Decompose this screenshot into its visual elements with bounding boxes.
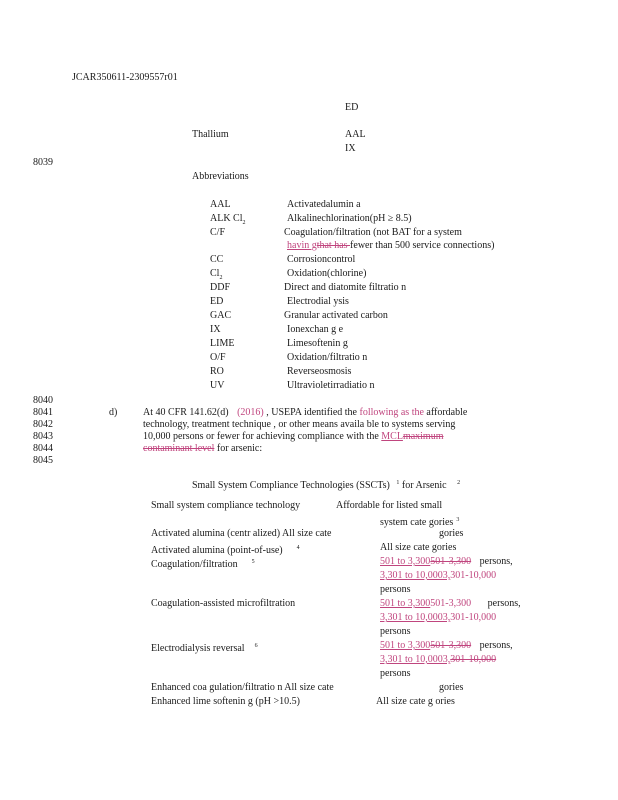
abbr-term: IX	[210, 324, 221, 335]
technology-aal: AAL	[345, 129, 366, 140]
category-cell-cont: persons	[380, 668, 411, 679]
table-header-affordable: Affordable for listed small	[336, 500, 443, 511]
abbr-definition: Oxidation(chlorine)	[287, 268, 367, 279]
category-cell: All size cate gories	[380, 542, 457, 553]
abbr-definition: Alkalinechlorination(pH ≥ 8.5)	[287, 213, 412, 224]
continuation-text: fewer than 500 service connections)	[350, 240, 495, 251]
abbr-term: DDF	[210, 282, 231, 293]
category-cell-cont	[380, 654, 496, 666]
footnote-ref: 2	[457, 480, 461, 486]
deleted-text: 501-3,300	[430, 556, 472, 567]
document-id: JCAR350611-2309557r01	[72, 72, 178, 83]
inserted-text: following as the	[359, 407, 424, 418]
technology-cell: Enhanced lime softenin g (pH >10.5)	[151, 696, 300, 707]
abbr-term: CC	[210, 254, 224, 265]
text: persons,	[487, 598, 521, 609]
line-number: 8039	[33, 157, 53, 168]
text: for Arsenic	[399, 480, 447, 491]
abbr-subscript: 2	[219, 275, 223, 281]
abbr-term: UV	[210, 380, 225, 391]
paragraph-marker: d)	[109, 407, 118, 418]
abbr-definition: Limesoftenin g	[287, 338, 348, 349]
inserted-text: (2016)	[237, 407, 264, 418]
technology-ix: IX	[345, 143, 356, 154]
category-cell: gories	[439, 528, 464, 539]
line-number: 8043	[33, 431, 53, 442]
text: Electrodialysis reversal	[151, 643, 245, 654]
category-cell	[380, 640, 513, 652]
category-cell: All size cate g ories	[376, 696, 455, 707]
table-header-affordable-cont	[380, 514, 459, 529]
technology-cell: Activated alumina (centr alized) All size cate	[151, 528, 332, 539]
footnote-ref: 4	[296, 545, 300, 551]
inserted-text: 301-10,000	[450, 570, 497, 581]
technology-cell	[151, 542, 300, 557]
text: Small System Compliance Technologies (SSCTs)	[192, 480, 390, 491]
text: persons,	[479, 640, 513, 651]
line-number: 8044	[33, 443, 53, 454]
line-number: 8045	[33, 455, 53, 466]
line-number: 8040	[33, 395, 53, 406]
footnote-ref: 1	[396, 480, 400, 486]
inserted-text: MCL	[381, 431, 403, 442]
abbr-definition: Coagulation/filtration (not BAT for a system	[284, 227, 462, 238]
technology-cell: Enhanced coa gulation/filtratio n All size cate	[151, 682, 334, 693]
deleted-text: contaminant level	[143, 443, 215, 454]
abbr-term: RO	[210, 366, 224, 377]
abbr-definition: Granular activated carbon	[284, 310, 388, 321]
abbr-subscript: 2	[242, 220, 246, 226]
category-cell	[380, 598, 521, 610]
text: At 40 CFR 141.62(d)	[143, 407, 229, 418]
text: system cate gories	[380, 517, 454, 528]
category-cell-cont	[380, 570, 496, 582]
abbreviations-heading: Abbreviations	[192, 171, 249, 182]
abbr-definition: Direct and diatomite filtratio n	[284, 282, 407, 293]
table-title	[192, 477, 460, 492]
abbr-term: LIME	[210, 338, 235, 349]
abbr-definition: Ultravioletirradiatio n	[287, 380, 375, 391]
text: 10,000 persons or fewer for achieving compliance with the	[143, 431, 382, 442]
abbr-definition-continued	[287, 240, 494, 252]
inserted-text: 3,301 to 10,0003,	[380, 570, 451, 581]
deleted-text: 501-3,300	[430, 640, 472, 651]
inserted-text: 501 to 3,300	[380, 598, 431, 609]
abbr-definition: Reverseosmosis	[287, 366, 352, 377]
abbr-text: ALK Cl	[210, 213, 243, 224]
paragraph-line-1	[143, 407, 467, 419]
technology-cell	[151, 556, 255, 571]
table-header-technology: Small system compliance technology	[151, 500, 301, 511]
abbr-term: C/F	[210, 227, 226, 238]
abbr-definition: Ionexchan g e	[287, 324, 344, 335]
line-number: 8041	[33, 407, 53, 418]
inserted-text: 501-3,300	[430, 598, 472, 609]
column-heading-ed: ED	[345, 102, 359, 113]
paragraph-line-4	[143, 443, 262, 455]
text: , USEPA identified the	[263, 407, 360, 418]
text: Coagulation/filtration	[151, 559, 238, 570]
technology-cell	[151, 640, 258, 655]
technology-cell: Coagulation-assisted microfiltration	[151, 598, 296, 609]
inserted-text: 501 to 3,300	[380, 640, 431, 651]
footnote-ref: 5	[251, 559, 255, 565]
category-cell-cont: persons	[380, 584, 411, 595]
deleted-text: that has	[316, 240, 351, 251]
abbr-term: O/F	[210, 352, 226, 363]
inserted-text: 501 to 3,300	[380, 556, 431, 567]
abbr-definition: Electrodial ysis	[287, 296, 349, 307]
abbr-text: Cl	[210, 268, 220, 279]
abbr-term: ED	[210, 296, 224, 307]
abbr-definition: Activatedalumin a	[287, 199, 361, 210]
category-cell-cont: persons	[380, 626, 411, 637]
text: persons,	[479, 556, 513, 567]
paragraph-line-3	[143, 431, 444, 443]
abbr-term: GAC	[210, 310, 232, 321]
deleted-text: 301-10,000	[450, 654, 497, 665]
inserted-text: 301-10,000	[450, 612, 497, 623]
inserted-text: 3,301 to 10,0003,	[380, 654, 451, 665]
category-cell: gories	[439, 682, 464, 693]
text: affordable	[423, 407, 468, 418]
abbr-term: AAL	[210, 199, 231, 210]
line-number: 8042	[33, 419, 53, 430]
abbr-definition: Oxidation/filtratio n	[287, 352, 368, 363]
inserted-text: 3,301 to 10,0003,	[380, 612, 451, 623]
footnote-ref: 3	[456, 517, 460, 523]
abbr-definition: Corrosioncontrol	[287, 254, 356, 265]
category-cell	[380, 556, 513, 568]
text: for arsenic:	[214, 443, 263, 454]
deleted-text: maximum	[402, 431, 444, 442]
contaminant-name: Thallium	[192, 129, 229, 140]
category-cell-cont	[380, 612, 496, 624]
text: Activated alumina (point-of-use)	[151, 545, 283, 556]
inserted-text: havin g	[287, 240, 317, 251]
paragraph-line-2: technology, treatment technique , or other means availa ble to systems serving	[143, 419, 456, 430]
footnote-ref: 6	[254, 643, 258, 649]
